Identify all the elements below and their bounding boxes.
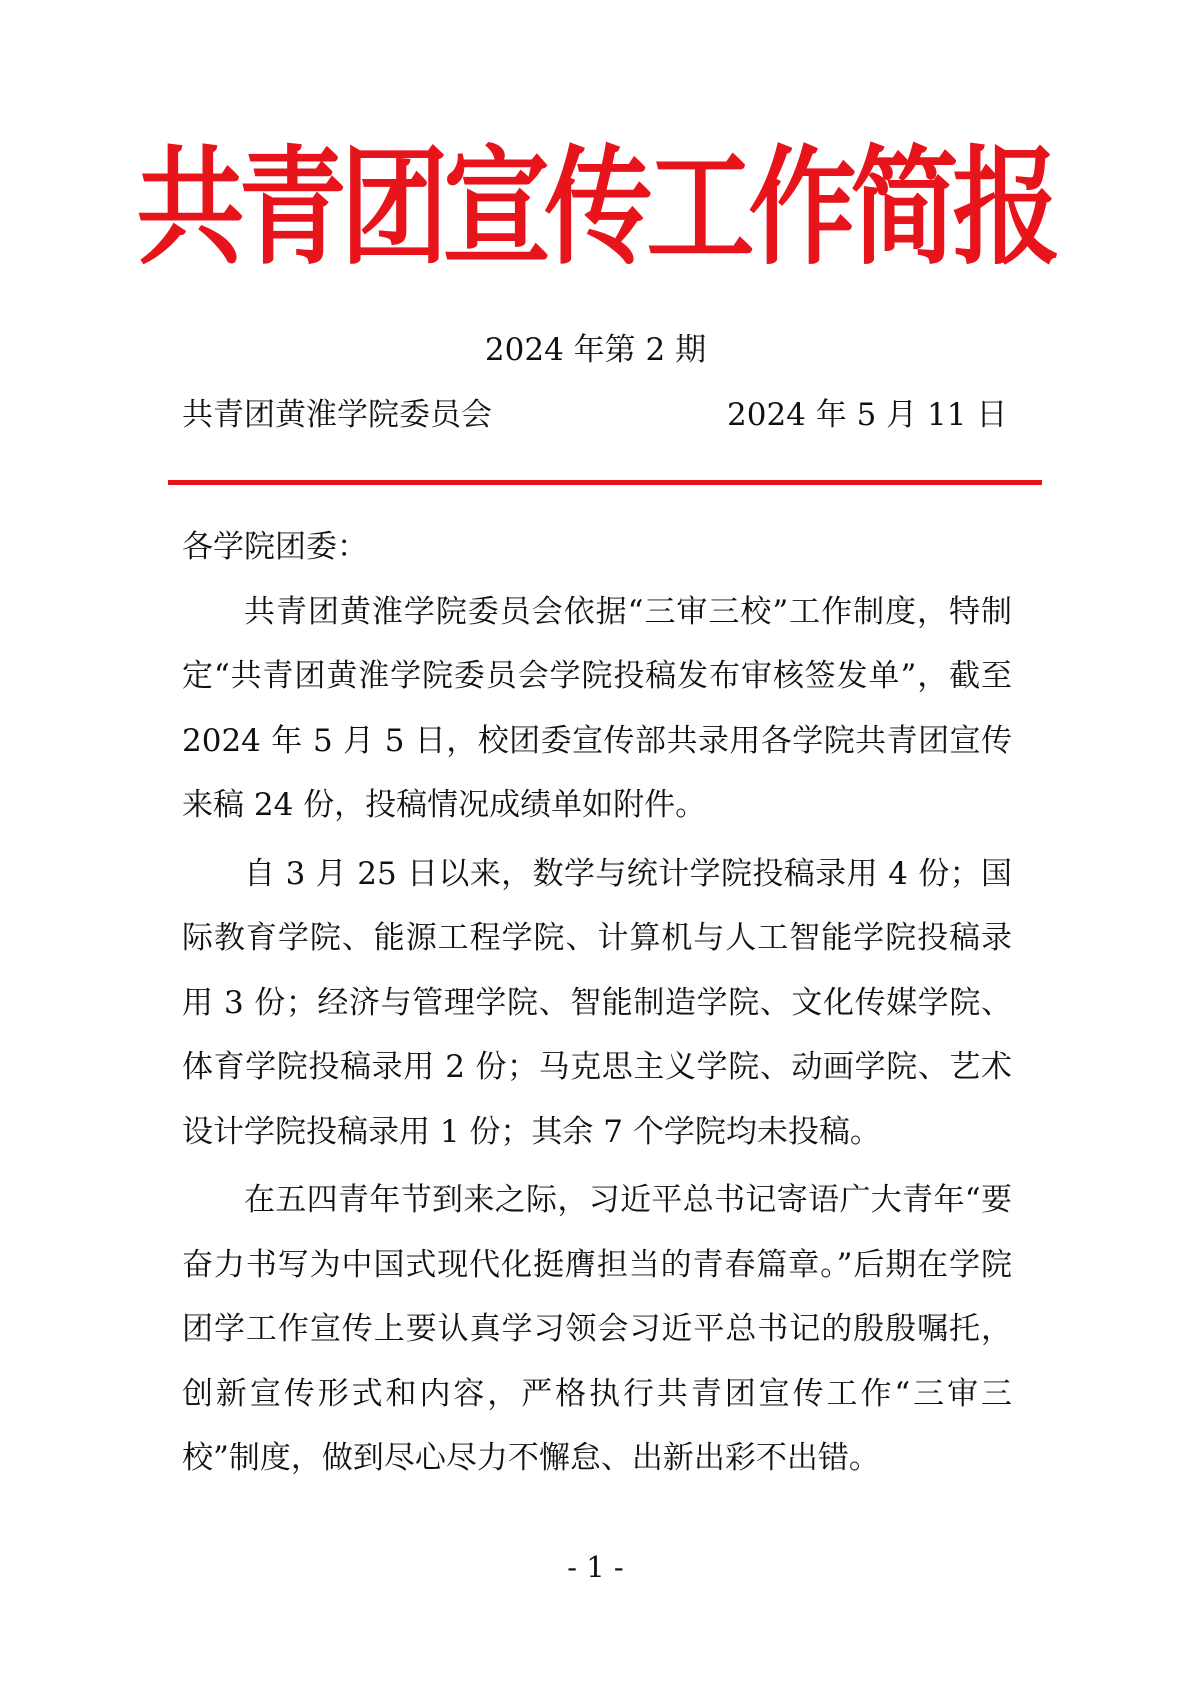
body-paragraph: 共青团黄淮学院委员会依据“三审三校”工作制度，特制定“共青团黄淮学院委员会学院投稿发布审核签发单”，截至 2024 年 5 月 5 日，校团委宣传部共录用各学院共青团宣传来稿 24 份，投稿情况成绩单如附件。 [182, 593, 1012, 823]
issue-date: 2024 年 5 月 11 日 [727, 397, 1008, 433]
issuer-name: 共青团黄淮学院委员会 [182, 397, 492, 433]
salutation: 各学院团委： [182, 529, 368, 565]
body-paragraph: 自 3 月 25 日以来，数学与统计学院投稿录用 4 份；国际教育学院、能源工程学院、计算机与人工智能学院投稿录用 3 份；经济与管理学院、智能制造学院、文化传媒学院、体育学院投稿录用 2 份；马克思主义学院、动画学院、艺术设计学院投稿录用 1 份；其余 7 个学院均未投稿。 [182, 855, 1012, 1150]
issue-number: 2024 年第 2 期 [484, 332, 707, 368]
red-divider-line [168, 480, 1042, 485]
document-body [182, 515, 1012, 1491]
page-number: - 1 - [567, 1550, 624, 1584]
masthead-title: 共青团宣传工作简报 [136, 134, 1055, 282]
body-paragraph: 在五四青年节到来之际，习近平总书记寄语广大青年“要奋力书写为中国式现代化挺膺担当的青春篇章。”后期在学院团学工作宣传上要认真学习领会习近平总书记的殷殷嘱托，创新宣传形式和内容，严格执行共青团宣传工作“三审三校”制度，做到尽心尽力不懈怠、出新出彩不出错。 [182, 1182, 1012, 1476]
